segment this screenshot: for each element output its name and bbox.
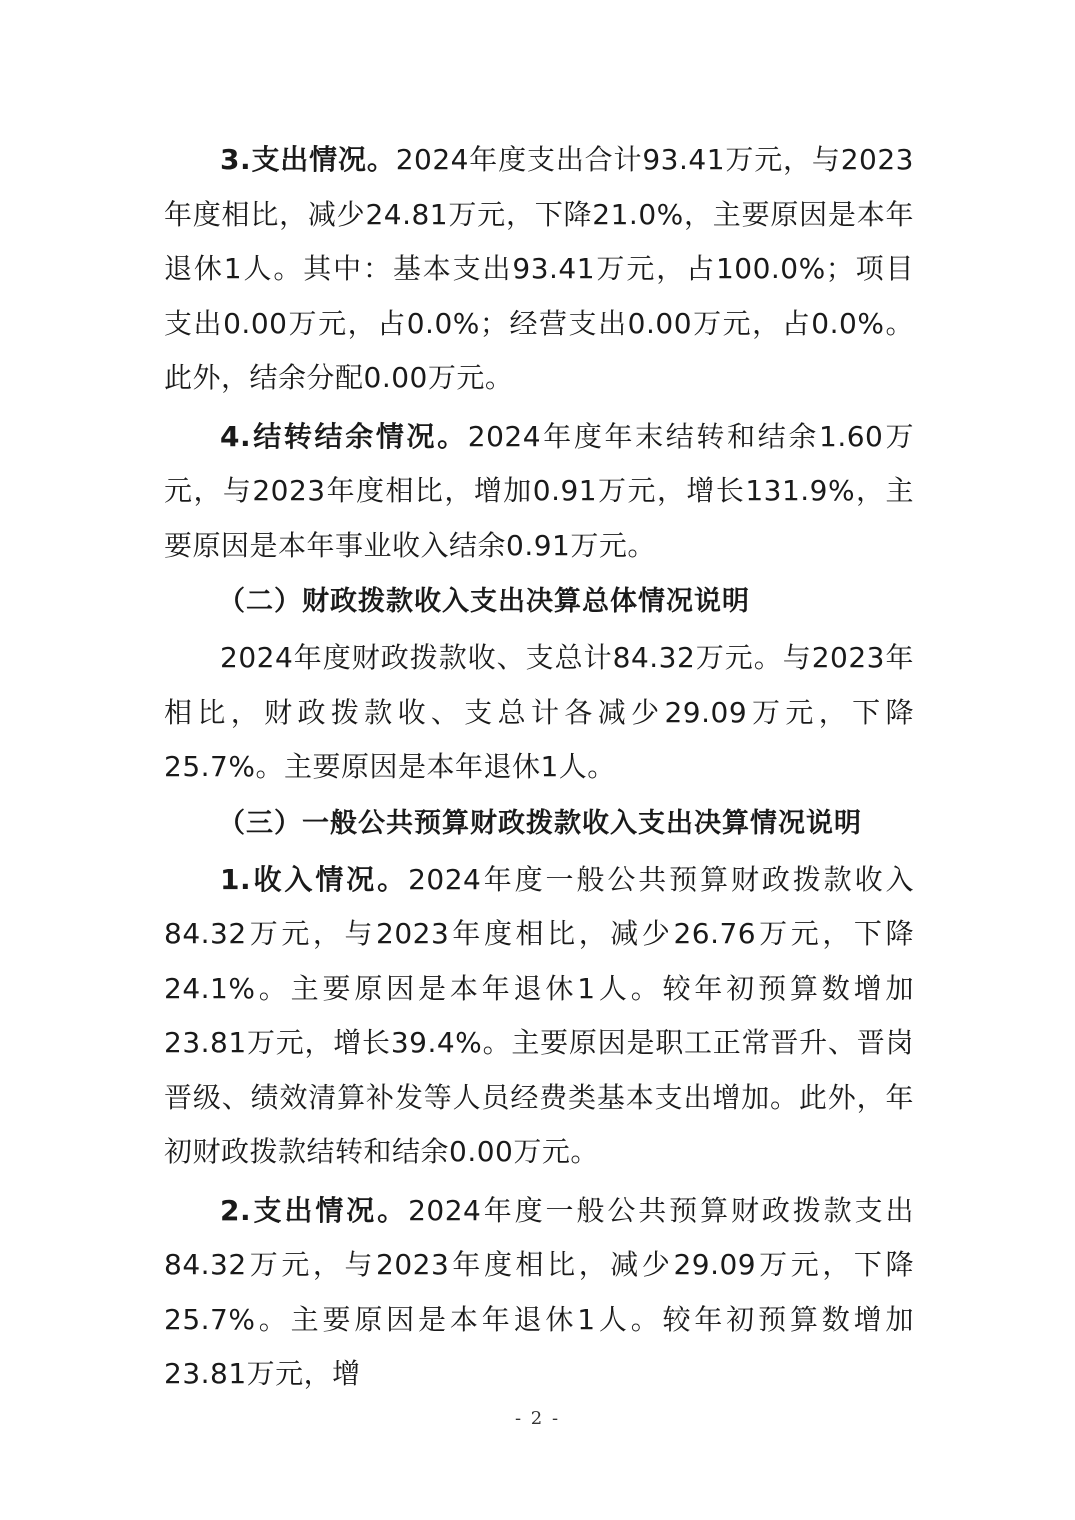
section-heading-3: （三）一般公共预算财政拨款收入支出决算情况说明 [218, 807, 862, 839]
paragraph-income [164, 853, 914, 1180]
paragraph-text: 2024年度一般公共预算财政拨款支出84.32万元，与2023年度相比，减少29.09万元，下降25.7%。主要原因是本年退休1人。较年初预算数增加23.81万元，增 [164, 1193, 914, 1390]
document-body [164, 133, 914, 1402]
paragraph-carryover [164, 410, 914, 574]
paragraph-text: 2024年度年末结转和结余1.60万元，与2023年度相比，增加0.91万元，增长131.9%，主要原因是本年事业收入结余0.91万元。 [164, 419, 915, 562]
paragraph-lead: 2.支出情况。 [220, 1193, 409, 1227]
paragraph-spending [164, 1184, 914, 1402]
paragraph-lead: 4.结转结余情况。 [220, 419, 468, 453]
section-heading-2: （二）财政拨款收入支出决算总体情况说明 [218, 586, 750, 617]
paragraph-text: 2024年度一般公共预算财政拨款收入84.32万元，与2023年度相比，减少26.76万元，下降24.1%。主要原因是本年退休1人。较年初预算数增加23.81万元，增长39.4%。主要原因是职工正常晋升、晋岗晋级、绩效清算补发等人员经费类基本支出增加。此外，年初财政拨款结转和结余0.00万元。 [164, 862, 914, 1168]
page-number: - 2 - [514, 1408, 561, 1429]
paragraph-lead: 1.收入情况。 [220, 862, 409, 896]
paragraph-text: 2024年度支出合计93.41万元，与2023年度相比，减少24.81万元，下降21.0%，主要原因是本年退休1人。其中：基本支出93.41万元，占100.0%；项目支出0.00万元，占0.0%；经营支出0.00万元，占0.0%。此外，结余分配0.00万元。 [164, 143, 914, 394]
paragraph-expenditure [164, 133, 914, 406]
paragraph-fiscal-total: 2024年度财政拨款收、支总计84.32万元。与2023年相比，财政拨款收、支总计各减少29.09万元，下降25.7%。主要原因是本年退休1人。 [164, 641, 914, 783]
paragraph-lead: 3.支出情况。 [220, 143, 396, 176]
